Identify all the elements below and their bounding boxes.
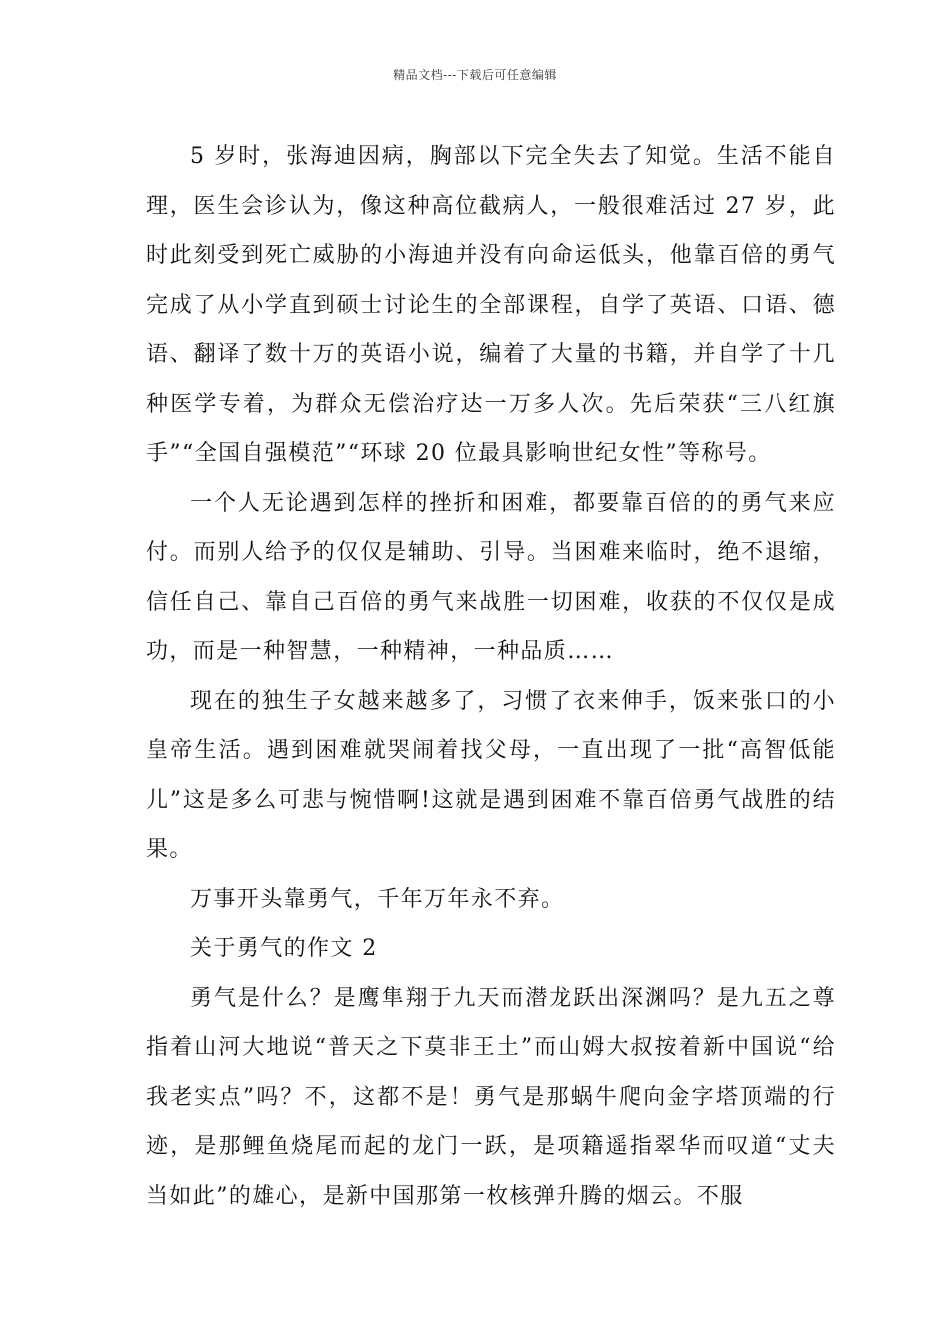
paragraph-courage-to-face-difficulty: 一个人无论遇到怎样的挫折和困难，都要靠百倍的的勇气来应付。而别人给予的仅仅是辅助、引导。当困难来临时，绝不退缩，信任自己、靠自己百倍的勇气来战胜一切困难，收获的不仅仅是成功，而是一种智慧，一种精神，一种品质…… [146,490,836,664]
paragraph-only-children: 现在的独生子女越来越多了，习惯了衣来伸手，饭来张口的小皇帝生活。遇到困难就哭闹着找父母，一直出现了一批“高智低能儿”这是多么可悲与惋惜啊!这就是遇到困难不靠百倍勇气战胜的结果。 [146,688,836,862]
paragraph-zhang-haidi: 5 岁时，张海迪因病，胸部以下完全失去了知觉。生活不能自理，医生会诊认为，像这种高位截病人，一般很难活过 27 岁，此时此刻受到死亡威胁的小海迪并没有向命运低头，他靠百倍的勇气完成了从小学直到硕士讨论生的全部课程，自学了英语、口语、德语、翻译了数十万的英语小说，编着了大量的书籍，并自学了十几种医学专着，为群众无偿治疗达一万多人次。先后荣获“三八红旗手”“全国自强模范”“环球 20 位最具影响世纪女性”等称号。 [146,144,836,466]
section-heading: 关于勇气的作文 2 [190,936,378,961]
paragraph-what-is-courage: 勇气是什么？是鹰隼翔于九天而潜龙跃出深渊吗？是九五之尊指着山河大地说“普天之下莫非王土”而山姆大叔按着新中国说“给我老实点”吗？不，这都不是！勇气是那蜗牛爬向金字塔顶端的行迹，是那鲤鱼烧尾而起的龙门一跃，是项籍遥指翠华而叹道“丈夫当如此”的雄心，是新中国那第一枚核弹升腾的烟云。不服 [146,985,836,1209]
document-body [146,132,836,1221]
paragraph-motto: 万事开头靠勇气，千年万年永不弃。 [190,886,565,912]
page-header: 精品文档---下载后可任意编辑 [393,68,557,82]
